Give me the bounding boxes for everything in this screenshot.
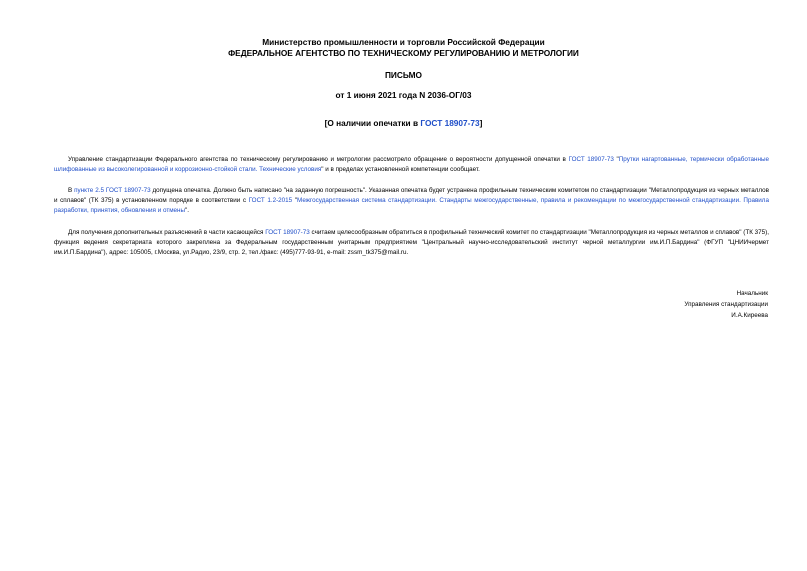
- p2-text-4: ".: [185, 207, 190, 214]
- subject-prefix: [О наличии опечатки в: [324, 118, 421, 128]
- p3-text-2: считаем целесообразным обратиться в профильный технический комитет по стандартизации "Металлопродукция из черных металлов и сплавов" (ТК 375), функция ведения секретариата которого закреплена за Федеральным государственным унитарным предприятием "Центральный научно-исследовательский институт черной металлургии им.И.П.Бардина" (ФГУП "ЦНИИчермет им.И.П.Бардина"), адрес: 105005, г.Москва, ул.Радио, 23/9, стр. 2, тел./факс: (495)777-93-91, e-mail: zssm_tk375@mail.ru.: [54, 229, 770, 256]
- p1-gost-link[interactable]: ГОСТ 18907-73: [568, 156, 614, 163]
- ministry-heading: Министерство промышленности и торговли Российской Федерации: [262, 37, 545, 47]
- p2-standard-title-link[interactable]: Межгосударственная система стандартизации. Стандарты межгосударственные, правила и рекомендации по межгосударственной стандартизации. Правила разработки, принятия, обновления и отмены: [54, 197, 769, 214]
- signature-title-2: Управления стандартизации: [684, 301, 768, 308]
- p2-text-1: В: [68, 187, 75, 194]
- p2-clause-link[interactable]: пункте 2.5 ГОСТ 18907-73: [74, 187, 151, 194]
- p1-standard-title-link[interactable]: Прутки нагартованные, термически обработанные шлифованные из высоколегированной и коррозионно-стойкой стали. Технические условия: [54, 156, 769, 173]
- p2-text-3: ": [292, 197, 297, 204]
- paragraph-2: [54, 186, 769, 216]
- paragraph-3: [54, 228, 769, 258]
- p3-text-1: Для получения дополнительных разъяснений в части касающейся: [68, 229, 266, 236]
- p2-text-2: допущена опечатка. Должно быть написано "на заданную погрешность". Указанная опечатка будет устранена профильным техническим комитетом по стандартизации "Металлопродукция из черных металлов и сплавов" (ТК 375) в установленном порядке в соответствии с: [54, 187, 769, 204]
- agency-heading: ФЕДЕРАЛЬНОЕ АГЕНТСТВО ПО ТЕХНИЧЕСКОМУ РЕГУЛИРОВАНИЮ И МЕТРОЛОГИИ: [228, 48, 579, 58]
- signature-title-1: Начальник: [736, 290, 768, 297]
- p1-text-1: Управление стандартизации Федерального агентства по техническому регулированию и метрологии рассмотрело обращение о вероятности допущенной опечатки в: [68, 156, 569, 163]
- paragraph-1: [54, 155, 769, 175]
- document-type: ПИСЬМО: [384, 70, 423, 80]
- p1-text-2: ": [613, 156, 619, 163]
- p3-gost-link[interactable]: ГОСТ 18907-73: [265, 229, 310, 236]
- subject-suffix: ]: [479, 118, 483, 128]
- p2-gost-1-2-link[interactable]: ГОСТ 1.2-2015: [248, 197, 293, 204]
- document-subject: [0, 118, 807, 128]
- subject-gost-link[interactable]: ГОСТ 18907-73: [420, 118, 480, 128]
- p1-text-3: " и в пределах установленной компетенции сообщает.: [321, 166, 480, 173]
- signature-name: И.А.Киреева: [731, 312, 768, 319]
- document-date-number: от 1 июня 2021 года N 2036-ОГ/03: [335, 90, 472, 100]
